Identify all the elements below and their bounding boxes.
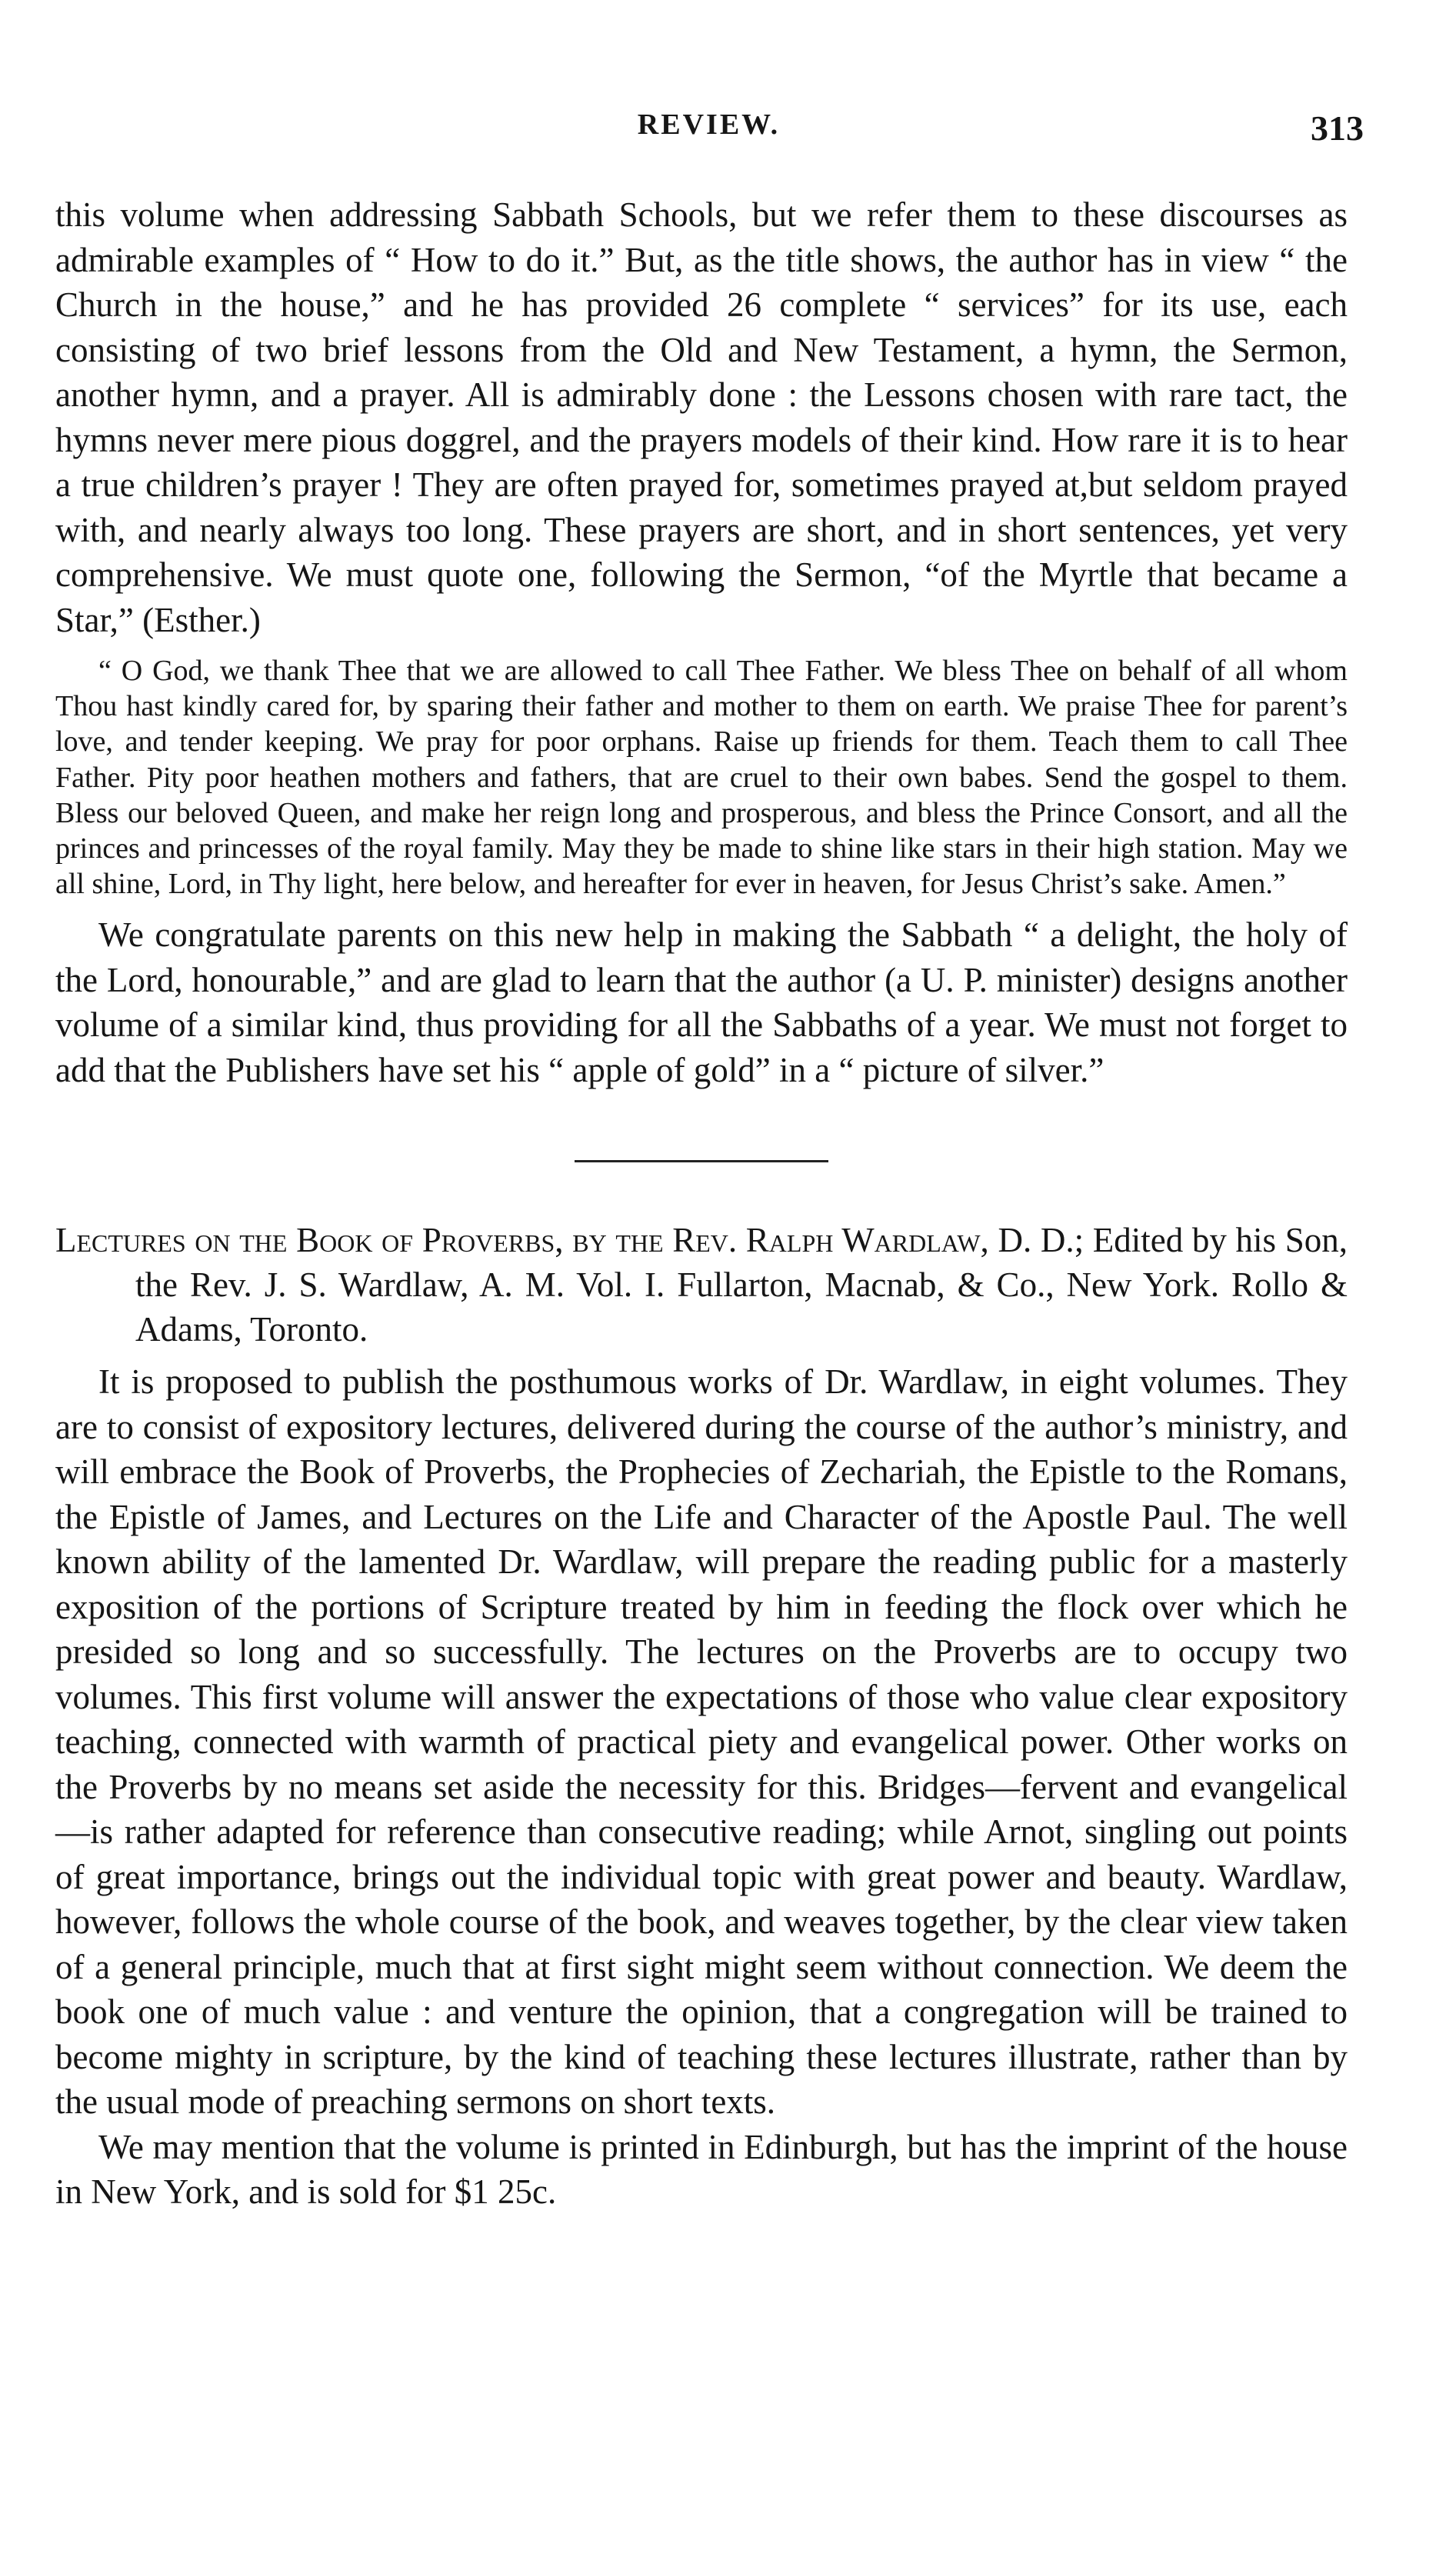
book-review-heading [55,1218,1348,1352]
prayer-quotation: “ O God, we thank Thee that we are allowed to call Thee Father. We bless Thee on behalf of all whom Thou hast kindly cared for, by sparing their father and mother to them on earth. We praise Thee for parent’s love, and tender keeping. We pray for poor orphans. Raise up friends for them. Teach them to call Thee Father. Pity poor heathen mothers and fathers, that are cruel to their own babes. Send the gospel to them. Bless our beloved Queen, and make her reign long and prosperous, and bless the Prince Consort, and all the princes and princesses of the royal family. May they be made to shine like stars in their high station. May we all shine, Lord, in Thy light, here below, and hereafter for ever in heaven, for Jesus Christ’s sake. Amen.” [55,655,1348,901]
running-title: REVIEW. [637,108,781,141]
heading-publication-details: D. D.; Edited by his Son, the Rev. J. S. Wardlaw, A. M. Vol. I. Fullarton, Macnab, & Co., New York. Rollo & Adams, Toronto. [135,1221,1348,1349]
review-paragraph: We congratulate parents on this new help in making the Sabbath “ a delight, the holy of the Lord, honourable,” and are glad to learn that the author (a U. P. minister) designs another volume of a similar kind, thus providing for all the Sabbaths of a year. We must not forget to add that the Publishers have set his “ apple of gold” in a “ picture of silver.” [55,915,1348,1089]
heading-title: Lectures on the Book of Proverbs, by the Rev. Ralph Wardlaw, [55,1221,989,1260]
review-paragraph: We may mention that the volume is printed in Edinburgh, but has the imprint of the house in New York, and is sold for $1 25c. [55,2127,1348,2212]
running-head [54,108,1364,151]
page-body [55,192,1348,2215]
review-paragraph: this volume when addressing Sabbath Schools, but we refer them to these discourses as admirable examples of “ How to do it.” But, as the title shows, the author has in view “ the Church in the house,” and he has provided 26 complete “ services” for its use, each consisting of two brief lessons from the Old and New Testament, a hymn, the Sermon, another hymn, and a prayer. All is admirably done : the Lessons chosen with rare tact, the hymns never mere pious doggrel, and the prayers models of their kind. How rare it is to hear a true children’s prayer ! They are often prayed for, sometimes prayed at,but seldom prayed with, and nearly always too long. These prayers are short, and in short sentences, yet very comprehensive. We must quote one, following the Sermon, “of the Myrtle that became a Star,” (Esther.) [55,195,1348,639]
section-divider [575,1160,828,1162]
review-paragraph: It is proposed to publish the posthumous works of Dr. Wardlaw, in eight volumes. They are to consist of expository lectures, delivered during the course of the author’s ministry, and will embrace the Book of Proverbs, the Prophecies of Zechariah, the Epistle to the Romans, the Epistle of James, and Lectures on the Life and Character of the Apostle Paul. The well known ability of the lamented Dr. Wardlaw, will prepare the reading public for a masterly exposition of the portions of Scripture treated by him in feeding the flock over which he presided so long and so successfully. The lectures on the Proverbs are to occupy two volumes. This first volume will answer the expectations of those who value clear expository teaching, connected with warmth of practical piety and evangelical power. Other works on the Proverbs by no means set aside the necessity for this. Bridges—fervent and evangelical—is rather adapted for reference than consecutive reading; while Arnot, singling out points of great importance, brings out the individual topic with great power and beauty. Wardlaw, however, follows the whole course of the book, and weaves together, by the clear view taken of a general principle, much that at first sight might seem without connection. We deem the book one of much value : and venture the opinion, that a congregation will be trained to become mighty in scripture, by the kind of teaching these lectures illustrate, rather than by the usual mode of preaching sermons on short texts. [55,1362,1348,2122]
page-number: 313 [1311,108,1364,148]
